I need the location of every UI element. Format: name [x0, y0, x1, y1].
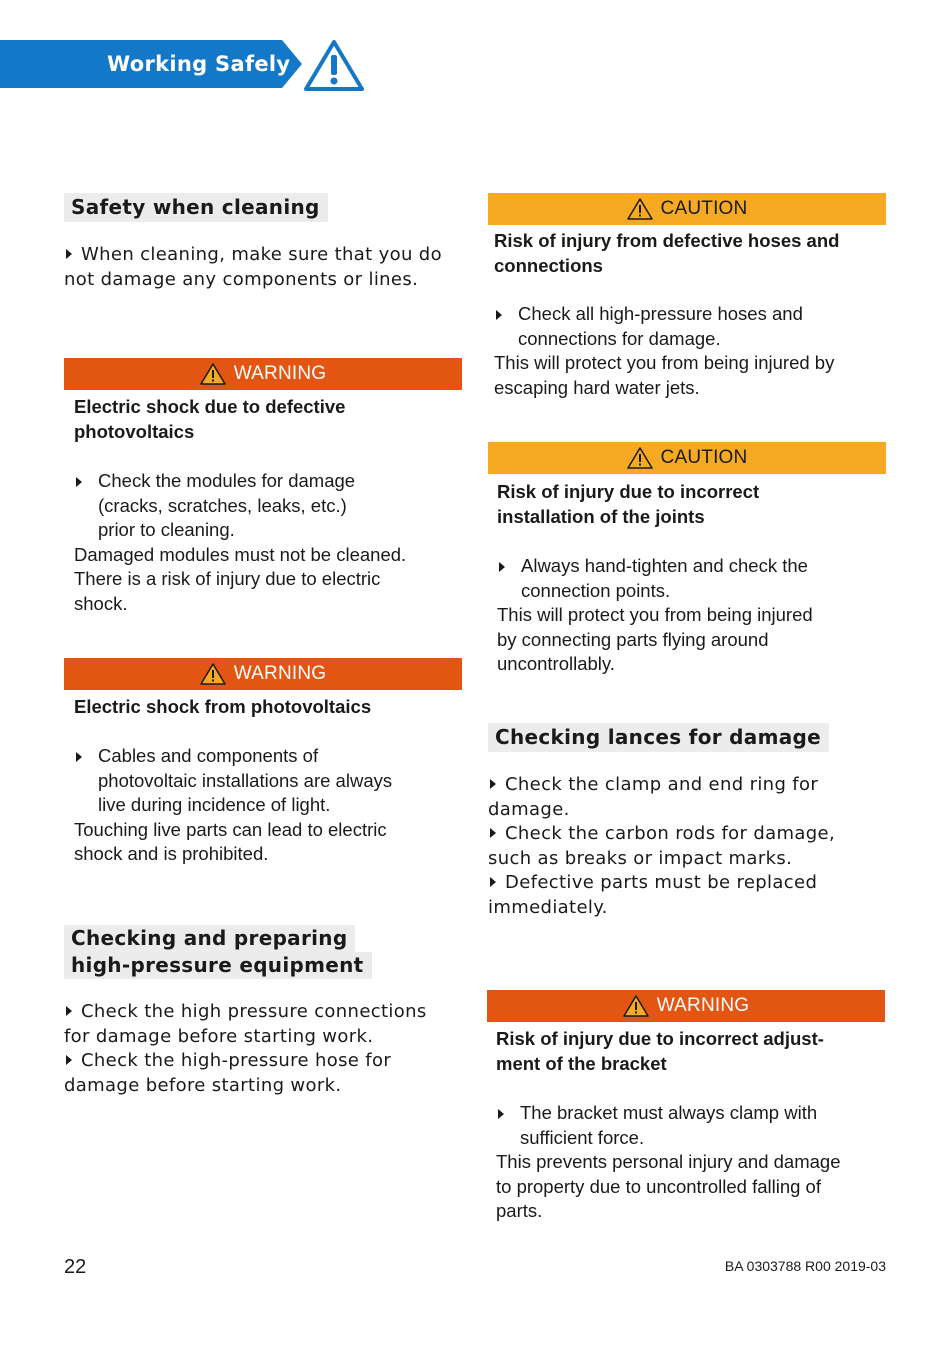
warning-title: Electric shock due to defective photovoltaics — [74, 396, 346, 442]
warning-banner — [64, 358, 462, 390]
bullet-arrow-icon — [490, 877, 496, 887]
warning-label: WARNING — [233, 663, 327, 684]
bullet-arrow-icon — [76, 477, 82, 487]
warning-triangle-icon — [627, 447, 653, 469]
bullet-arrow-icon — [76, 752, 82, 762]
section-title: Working Safely — [107, 52, 291, 76]
document-reference: BA 0303788 R00 2019-03 — [724, 1258, 886, 1274]
warning-body: Cables and components of photovoltaic installations are always live during incidence of light. Touching live parts can lead to electric shock and is prohibited. — [74, 745, 393, 864]
bullet-arrow-icon — [490, 779, 496, 789]
bullet-arrow-icon — [498, 1109, 504, 1119]
warning-triangle-icon — [200, 363, 226, 385]
warning-body: Check the modules for damage (cracks, scratches, leaks, etc.) prior to cleaning. Damaged modules must not be cleaned. There is a risk of injury due to electric shock. — [74, 470, 407, 614]
bullet-arrow-icon — [496, 310, 502, 320]
caution-body: Always hand-tighten and check the connection points. This will protect you from being injured by connecting parts flying around uncontrollably. — [497, 555, 813, 674]
warning-title: Electric shock from photovoltaics — [74, 696, 372, 717]
bullet-arrow-icon — [499, 562, 505, 572]
heading-safety-cleaning: Safety when cleaning — [64, 193, 328, 222]
caution-banner — [488, 193, 886, 225]
bullet-arrow-icon — [490, 828, 496, 838]
caution-label: CAUTION — [660, 447, 748, 468]
warning-triangle-icon — [200, 663, 226, 685]
warning-title: Risk of injury due to incorrect adjust- ment of the bracket — [496, 1028, 824, 1074]
bullet-arrow-icon — [66, 1055, 72, 1065]
warning-triangle-icon — [303, 38, 365, 92]
warning-triangle-icon — [623, 995, 649, 1017]
warning-triangle-icon — [627, 198, 653, 220]
caution-body: Check all high-pressure hoses and connections for damage. This will protect you from being injured by escaping hard water jets. — [494, 303, 835, 398]
caution-title: Risk of injury from defective hoses and connections — [494, 230, 840, 276]
lances-paragraph: Check the clamp and end ring for damage. Check the carbon rods for damage, such as breaks or impact marks. Defective parts must be replaced immediately. — [488, 774, 836, 918]
bullet-arrow-icon — [66, 1006, 72, 1016]
warning-banner — [64, 658, 462, 690]
heading-checking-lances: Checking lances for damage — [488, 723, 829, 752]
bullet-arrow-icon — [66, 249, 72, 259]
cleaning-paragraph: When cleaning, make sure that you do not damage any components or lines. — [64, 244, 442, 290]
warning-label: WARNING — [656, 995, 750, 1016]
page-number: 22 — [64, 1256, 87, 1278]
warning-body: The bracket must always clamp with sufficient force. This prevents personal injury and damage to property due to uncontrolled falling of parts. — [496, 1102, 841, 1221]
caution-banner — [488, 442, 886, 474]
caution-label: CAUTION — [660, 198, 748, 219]
warning-label: WARNING — [233, 363, 327, 384]
high-pressure-paragraph: Check the high pressure connections for damage before starting work. Check the high-pressure hose for damage before starting work. — [64, 1001, 427, 1096]
caution-title: Risk of injury due to incorrect installation of the joints — [497, 481, 760, 527]
warning-banner — [487, 990, 885, 1022]
heading-high-pressure: Checking and preparing high-pressure equipment — [64, 925, 372, 979]
